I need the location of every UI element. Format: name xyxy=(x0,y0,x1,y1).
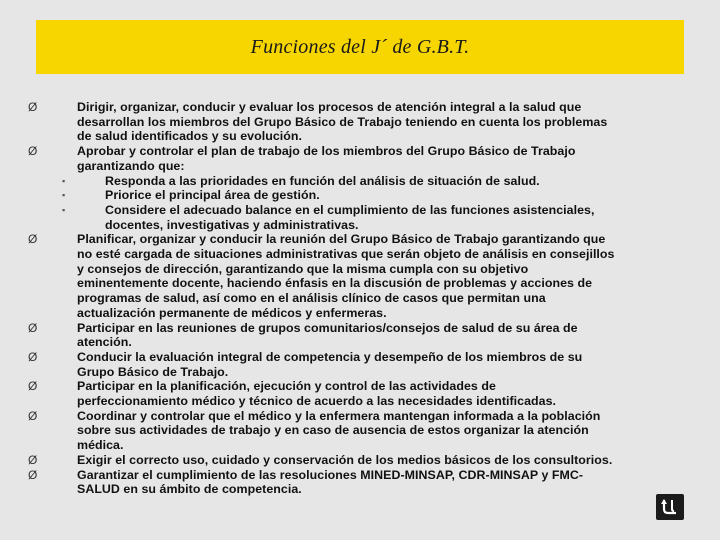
list-item xyxy=(28,468,688,497)
slide-title: Funciones del J´ de G.B.T. xyxy=(250,35,470,58)
square-bullet-icon: ▪ xyxy=(62,204,66,215)
list-item-text: Conducir la evaluación integral de competencia y desempeño de los miembros de su Grupo Básico de Trabajo. xyxy=(77,349,583,379)
list-item-text: Aprobar y controlar el plan de trabajo de los miembros del Grupo Básico de Trabajo garantizando que: xyxy=(77,144,576,173)
list-item xyxy=(28,409,688,453)
list-item-text: Dirigir, organizar, conducir y evaluar los procesos de atención integral a la salud que desarrollan los miembros del Grupo Básico de Trabajo teniendo en cuenta los problemas de salud identificados y su evolución. xyxy=(77,100,608,144)
list-item-text: Participar en la planificación, ejecución y control de las actividades de perfeccionamiento médico y técnico de acuerdo a las necesidades identificadas. xyxy=(77,379,557,409)
list-item-text: Planificar, organizar y conducir la reunión del Grupo Básico de Trabajo garantizando que no esté cargada de situaciones administrativas que serán objeto de análisis en consejillos y consejos de dirección, garantizando que la misma cumpla con su objetivo eminentemente docente, haciendo énfasis en la discusión de problemas y acciones de programas de salud, así como en el análisis clínico de casos que permitan una actualización permanente de médicos y enfermeras. xyxy=(77,232,615,320)
list-item xyxy=(28,321,688,350)
list-item xyxy=(28,100,688,144)
arrow-bullet-icon: Ø xyxy=(28,379,38,394)
list-item-text: Garantizar el cumplimiento de las resoluciones MINED-MINSAP, CDR-MINSAP y FMC- SALUD en su ámbito de competencia. xyxy=(77,467,584,497)
title-bar xyxy=(36,20,684,74)
list-item xyxy=(28,350,688,379)
list-item-text: Coordinar y controlar que el médico y la enfermera mantengan informada a la población sobre sus actividades de trabajo y en caso de ausencia de estos organizar la atención médica. xyxy=(77,408,601,453)
list-item xyxy=(28,144,688,173)
return-button[interactable] xyxy=(656,494,684,520)
list-item xyxy=(28,379,688,408)
sub-list-item xyxy=(28,188,688,203)
arrow-bullet-icon: Ø xyxy=(28,467,38,482)
arrow-bullet-icon: Ø xyxy=(28,232,38,247)
arrow-bullet-icon: Ø xyxy=(28,100,38,114)
sub-list-item-text: Priorice el principal área de gestión. xyxy=(105,188,320,203)
arrow-bullet-icon: Ø xyxy=(28,144,38,159)
square-bullet-icon: ▪ xyxy=(62,175,66,186)
arrow-bullet-icon: Ø xyxy=(28,320,38,335)
sub-list-item xyxy=(28,174,688,189)
functions-list xyxy=(28,100,688,497)
sub-list-item-text: Responda a las prioridades en función del análisis de situación de salud. xyxy=(105,173,540,188)
list-item-text: Participar en las reuniones de grupos comunitarios/consejos de salud de su área de atención. xyxy=(77,320,578,350)
sub-list-item-text: Considere el adecuado balance en el cumplimiento de las funciones asistenciales, docentes, investigativas y administrativas. xyxy=(105,202,595,232)
arrow-bullet-icon: Ø xyxy=(28,452,38,467)
list-item-text: Exigir el correcto uso, cuidado y conservación de los medios básicos de los consultorios. xyxy=(77,452,613,467)
list-item xyxy=(28,453,688,468)
arrow-bullet-icon: Ø xyxy=(28,408,38,423)
sub-list-item xyxy=(28,203,688,232)
square-bullet-icon: ▪ xyxy=(62,190,66,201)
arrow-bullet-icon: Ø xyxy=(28,349,38,364)
return-arrow-icon xyxy=(660,498,680,516)
list-item xyxy=(28,232,688,320)
